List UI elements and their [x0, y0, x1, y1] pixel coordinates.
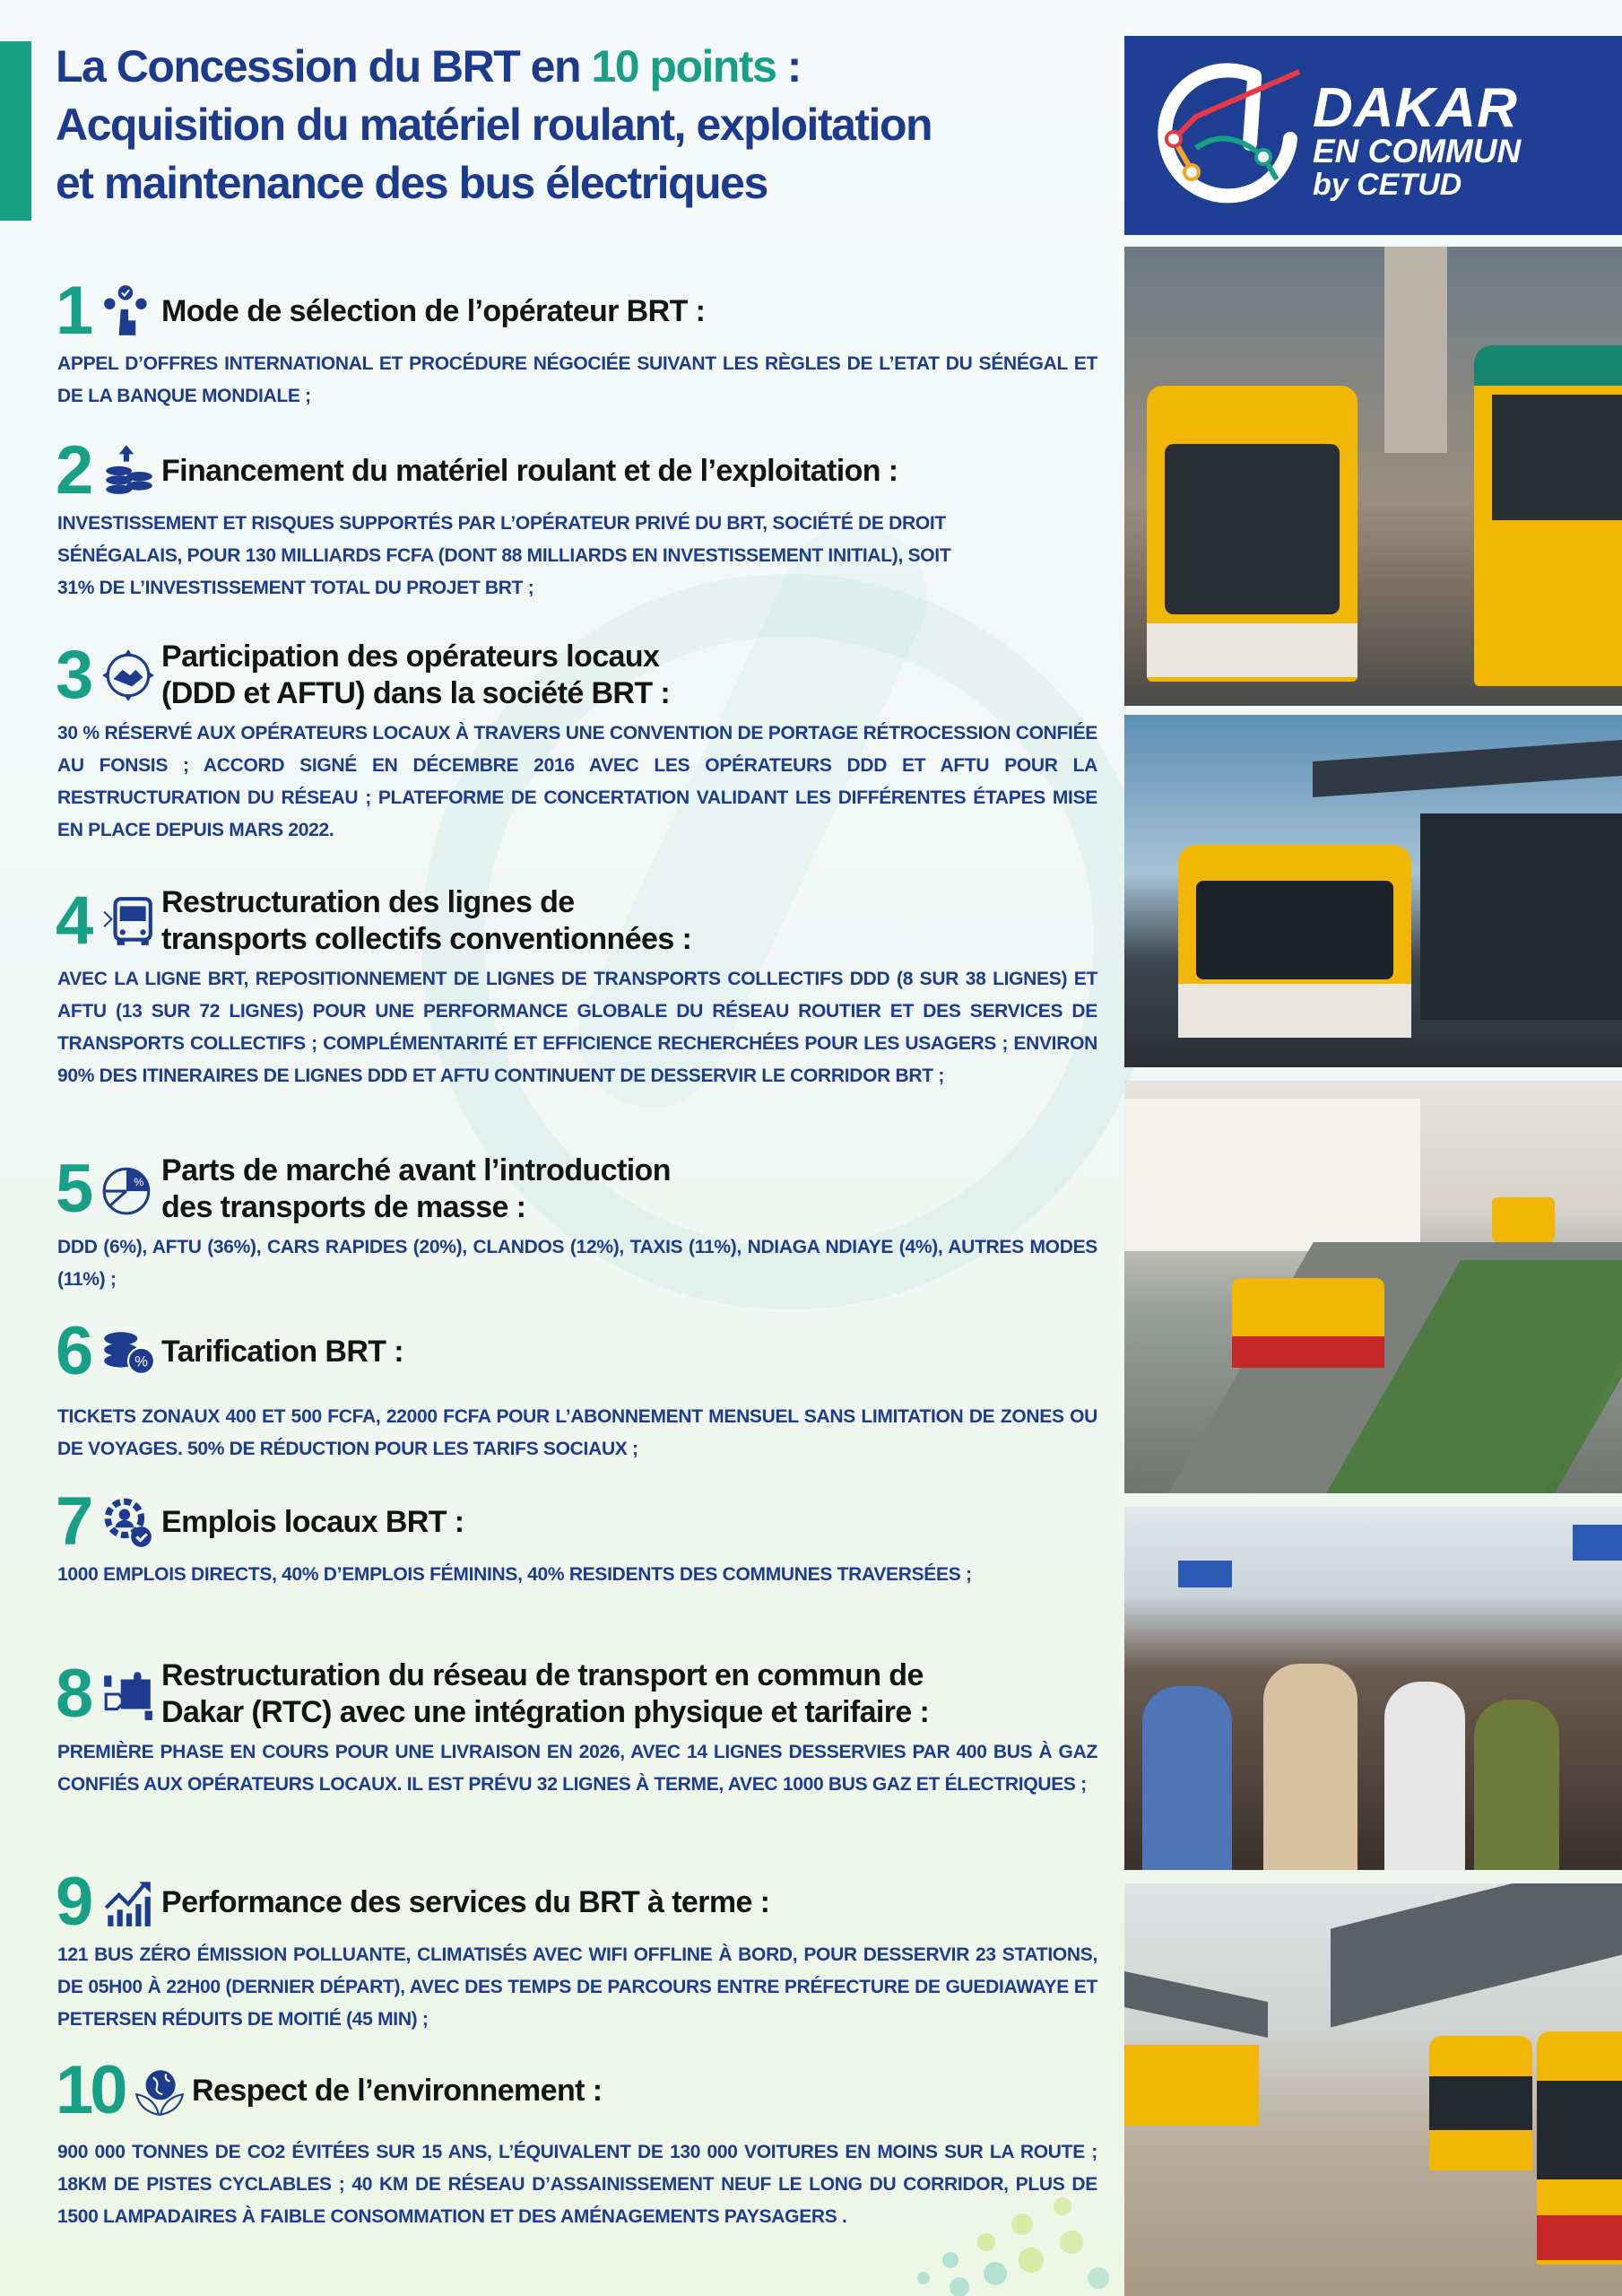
- point-8: 8 Restructuration du réseau de transport en commun de Dakar (RTC) avec une intégration physique et tarifaire : PREMIÈRE PHASE EN COURS POUR UNE LIVRAISON EN 2026, AVEC 14 LIGNES DESSERVIES PAR 400 BUS À GAZ CONFIÉS AUX OPÉRATEURS LOCAUX. IL EST PRÉVU 32 LIGNES À TERME, AVEC 1000 BUS GAZ ET ÉLECTRIQUES ;: [56, 1656, 1097, 1795]
- point-2: 2 Financement du matériel roulant et de l’exploitation : INVESTISSEMENT ET RISQUES SUPPORTÉS PAR L’OPÉRATEUR PRIVÉ DU BRT, SOCIÉTÉ DE DROIT SÉNÉGALAIS, POUR 130 MILLIARDS FCFA (DONT 88 MILLIARDS EN INVESTISSEMENT INITIAL), SOIT 31% DE L’INVESTISSEMENT TOTAL DU PROJET BRT ;: [56, 432, 951, 598]
- puzzle-hands-icon: [100, 1666, 156, 1722]
- point-1: 1 Mode de sélection de l’opérateur BRT : APPEL D’OFFRES INTERNATIONAL ET PROCÉDURE NÉGOCIÉE SUIVANT LES RÈGLES DE L’ETAT DU SÉNÉGAL ET DE LA BANQUE MONDIALE ;: [56, 273, 1097, 406]
- title-accent-bar: [0, 41, 31, 221]
- hand-selection-icon: [100, 283, 156, 339]
- crowd-at-station-photo: [1124, 1507, 1622, 1870]
- handshake-icon: [100, 648, 156, 703]
- point-4: 4 Restructuration des lignes de transports collectifs conventionnées : AVEC LA LIGNE BRT, REPOSITIONNEMENT DE LIGNES DE TRANSPORTS COLLECTIFS DDD (8 SUR 38 LIGNES) ET AFTU (13 SUR 72 LIGNES) POUR UNE PERFORMANCE GLOBALE DU RÉSEAU ROUTIER ET DES SERVICES DE TRANSPORTS COLLECTIFS ; COMPLÉMENTARITÉ ET EFFICIENCE RECHERCHÉES POUR LES USAGERS ; ENVIRON 90% DES ITINERAIRES DE LIGNES DDD ET AFTU CONTINUENT DE DESSERVIR LE CORRIDOR BRT ;: [56, 883, 1097, 1086]
- yellow-electric-buses-photo: [1124, 247, 1622, 706]
- gear-person-check-icon: [100, 1494, 156, 1550]
- dakar-en-commun-logo: DAKAR EN COMMUN by CETUD: [1124, 36, 1622, 235]
- page-title: La Concession du BRT en 10 points : Acquisition du matériel roulant, exploitation et maintenance des bus électriques: [56, 41, 932, 208]
- logo-ring-icon: [1156, 54, 1308, 220]
- articulated-bus-station-photo: [1124, 715, 1622, 1067]
- svg-text:%: %: [134, 1175, 144, 1188]
- growth-chart-icon: [100, 1874, 156, 1930]
- brt-corridor-aerial-photo: [1124, 1081, 1622, 1493]
- decorative-dots: [906, 2188, 1121, 2296]
- svg-text:%: %: [134, 1352, 148, 1370]
- coins-stack-icon: [100, 443, 156, 499]
- pie-chart-icon: [100, 1161, 156, 1217]
- point-9: 9 Performance des services du BRT à terme : 121 BUS ZÉRO ÉMISSION POLLUANTE, CLIMATISÉS AVEC WIFI OFFLINE À BORD, POUR DESSERVIR 23 STATIONS, DE 05H00 À 22H00 (DERNIER DÉPART), AVEC DES TEMPS DE PARCOURS ENTRE PRÉFECTURE DE GUEDIAWAYE ET PETERSEN RÉDUITS DE MOITIÉ (45 MIN) ;: [56, 1864, 1097, 2030]
- bus-icon: [100, 893, 156, 949]
- point-5: 5 % Parts de marché avant l’introduction des transports de masse : DDD (6%), AFTU (36%), CARS RAPIDES (20%), CLANDOS (12%), TAXIS (11%), NDIAGA NDIAYE (4%), AUTRES MODES (11%) ;: [56, 1151, 1097, 1290]
- point-3: 3 Participation des opérateurs locaux (DDD et AFTU) dans la société BRT : 30 % RÉSERVÉ AUX OPÉRATEURS LOCAUX À TRAVERS UNE CONVENTION DE PORTAGE RÉTROCESSION CONFIÉE AU FONSIS ; ACCORD SIGNÉ EN DÉCEMBRE 2016 AVEC LES OPÉRATEURS DDD ET AFTU POUR LA RESTRUCTURATION DU RÉSEAU ; PLATEFORME DE CONCERTATION VALIDANT LES DIFFÉRENTES ÉTAPES MISE EN PLACE DEPUIS MARS 2022.: [56, 637, 1097, 840]
- bus-depot-photo: [1124, 1883, 1622, 2296]
- point-10: 10 Respect de l’environnement : 900 000 TONNES DE CO2 ÉVITÉES SUR 15 ANS, L’ÉQUIVALENT DE 130 000 VOITURES EN MOINS SUR LA ROUTE ; 18KM DE PISTES CYCLABLES ; 40 KM DE RÉSEAU D’ASSAINISSEMENT NEUF LE LONG DU CORRIDOR, PLUS DE 1500 LAMPADAIRES À FAIBLE CONSOMMATION ET DES AMÉNAGEMENTS PAYSAGERS .: [56, 2052, 1097, 2227]
- globe-leaves-icon: [131, 2063, 186, 2118]
- point-6: 6 % Tarification BRT : TICKETS ZONAUX 400 ET 500 FCFA, 22000 FCFA POUR L’ABONNEMENT MENSUEL SANS LIMITATION DE ZONES OU DE VOYAGES. 50% DE RÉDUCTION POUR LES TARIFS SOCIAUX ;: [56, 1313, 1097, 1459]
- coins-percent-icon: [100, 1324, 156, 1379]
- point-7: 7 Emplois locaux BRT : 1000 EMPLOIS DIRECTS, 40% D’EMPLOIS FÉMININS, 40% RESIDENTS DES COMMUNES TRAVERSÉES ;: [56, 1483, 972, 1585]
